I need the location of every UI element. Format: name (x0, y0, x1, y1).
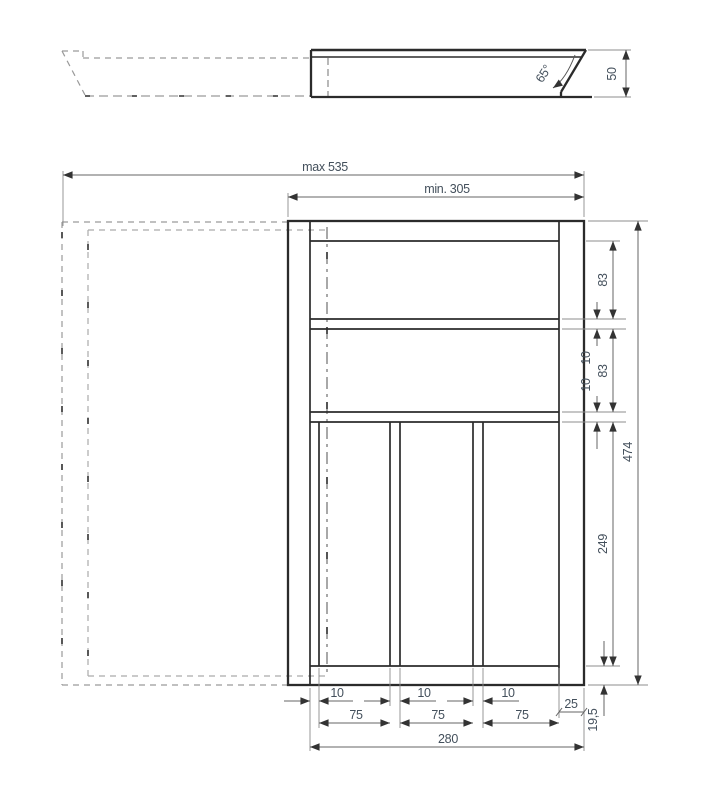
dim-total-height-label: 474 (621, 442, 635, 462)
dim-right-wall-label: 25 (564, 697, 578, 711)
dimension-slot-divider-1 (284, 686, 353, 701)
dimension-right-wall (556, 697, 587, 716)
tray-body (288, 221, 584, 685)
dim-slot-width-1-label: 75 (349, 708, 363, 722)
dim-slot-width-3-label: 75 (515, 708, 529, 722)
dimension-total-height (621, 221, 638, 685)
dim-slot-width-2-label: 75 (431, 708, 445, 722)
dim-bottom-section-height-label: 249 (596, 534, 610, 554)
dimension-slot-width-3 (483, 708, 559, 723)
dim-slot-divider-2-label: 10 (417, 686, 431, 700)
dimension-divider1-thickness (579, 302, 597, 365)
dimension-slots-span (310, 732, 584, 747)
dim-slot-divider-3-label: 10 (501, 686, 515, 700)
dimension-min-width (288, 182, 584, 217)
dimensions-bottom (284, 668, 587, 751)
dim-slots-span-label: 280 (438, 732, 458, 746)
dim-slot-divider-1-label: 10 (330, 686, 344, 700)
slot-dividers (319, 422, 483, 666)
side-view-dashed-extension (62, 51, 328, 96)
plan-view (62, 160, 648, 751)
dimension-bottom-wall (586, 641, 604, 732)
dim-max-width-label: max 535 (302, 160, 348, 174)
dim-divider2-label: 10 (579, 378, 593, 392)
dimension-angle (533, 55, 575, 88)
dim-divider1-label: 10 (579, 351, 593, 365)
side-section-view (62, 50, 631, 97)
dimension-compartment1-height (596, 241, 613, 319)
dimensions-right-side (562, 221, 648, 732)
dimension-slot-width-1 (319, 708, 390, 723)
dimension-compartment2-height (596, 329, 613, 412)
dim-compartment2-height-label: 83 (596, 364, 610, 378)
dim-angle-label: 65° (532, 62, 555, 86)
dim-min-width-label: min. 305 (424, 182, 470, 196)
dimension-bottom-section-height (596, 422, 613, 666)
dimension-side-height (588, 50, 631, 97)
dimension-max-width (63, 160, 584, 226)
dim-compartment1-height-label: 83 (596, 273, 610, 287)
dimension-divider2-thickness (579, 378, 597, 449)
dim-side-height-label: 50 (605, 67, 619, 81)
dim-bottom-wall-label: 19,5 (586, 708, 600, 732)
dimension-slot-width-2 (400, 708, 473, 723)
